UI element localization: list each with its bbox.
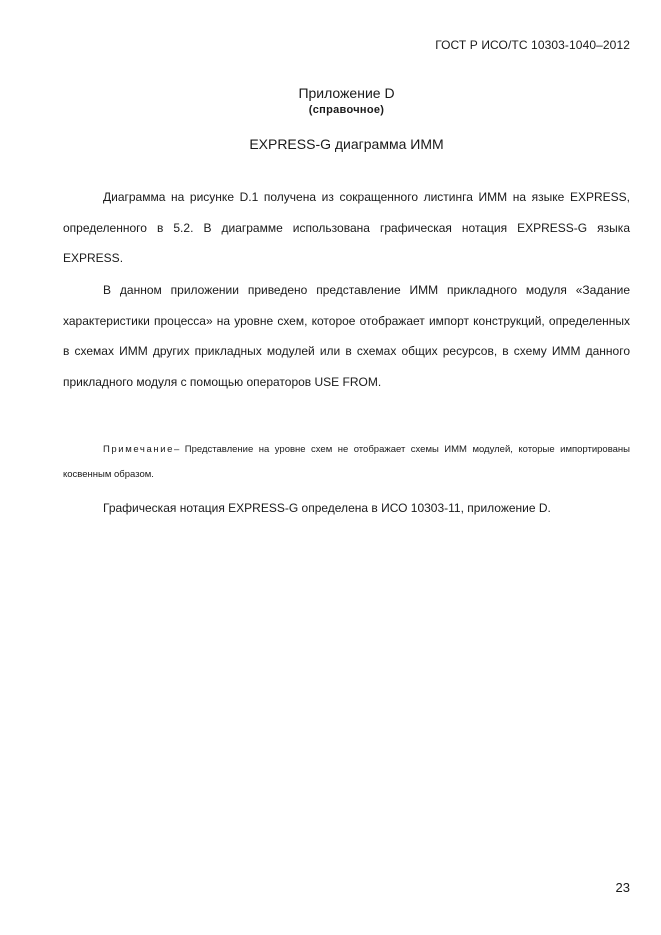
section-heading: EXPRESS-G диаграмма ИММ: [249, 136, 444, 152]
note-label: Примечание: [103, 444, 174, 455]
paragraph-2: В данном приложении приведено представление ИММ прикладного модуля «Задание характеристики процесса» на уровне схем, которое отображает импорт конструкций, определенных в схемах ИММ других прикладных модулей или в схемах общих ресурсов, в схему ИММ данного прикладного модуля с помощью операторов USE FROM.: [63, 283, 630, 389]
note: [63, 437, 630, 487]
paragraph-3: Графическая нотация EXPRESS-G определена в ИСО 10303-11, приложение D.: [103, 501, 551, 515]
paragraph-1: Диаграмма на рисунке D.1 получена из сокращенного листинга ИММ на языке EXPRESS, определенного в 5.2. В диаграмме использована графическая нотация EXPRESS-G языка EXPRESS.: [63, 190, 630, 265]
annex-subtitle: (справочное): [308, 104, 385, 116]
page-number: 23: [615, 880, 630, 895]
annex-title: Приложение D: [298, 85, 395, 101]
note-text: – Представление на уровне схем не отображает схемы ИММ модулей, которые импортированы косвенным образом.: [63, 444, 630, 480]
document-code: ГОСТ Р ИСО/ТС 10303-1040–2012: [435, 38, 630, 52]
